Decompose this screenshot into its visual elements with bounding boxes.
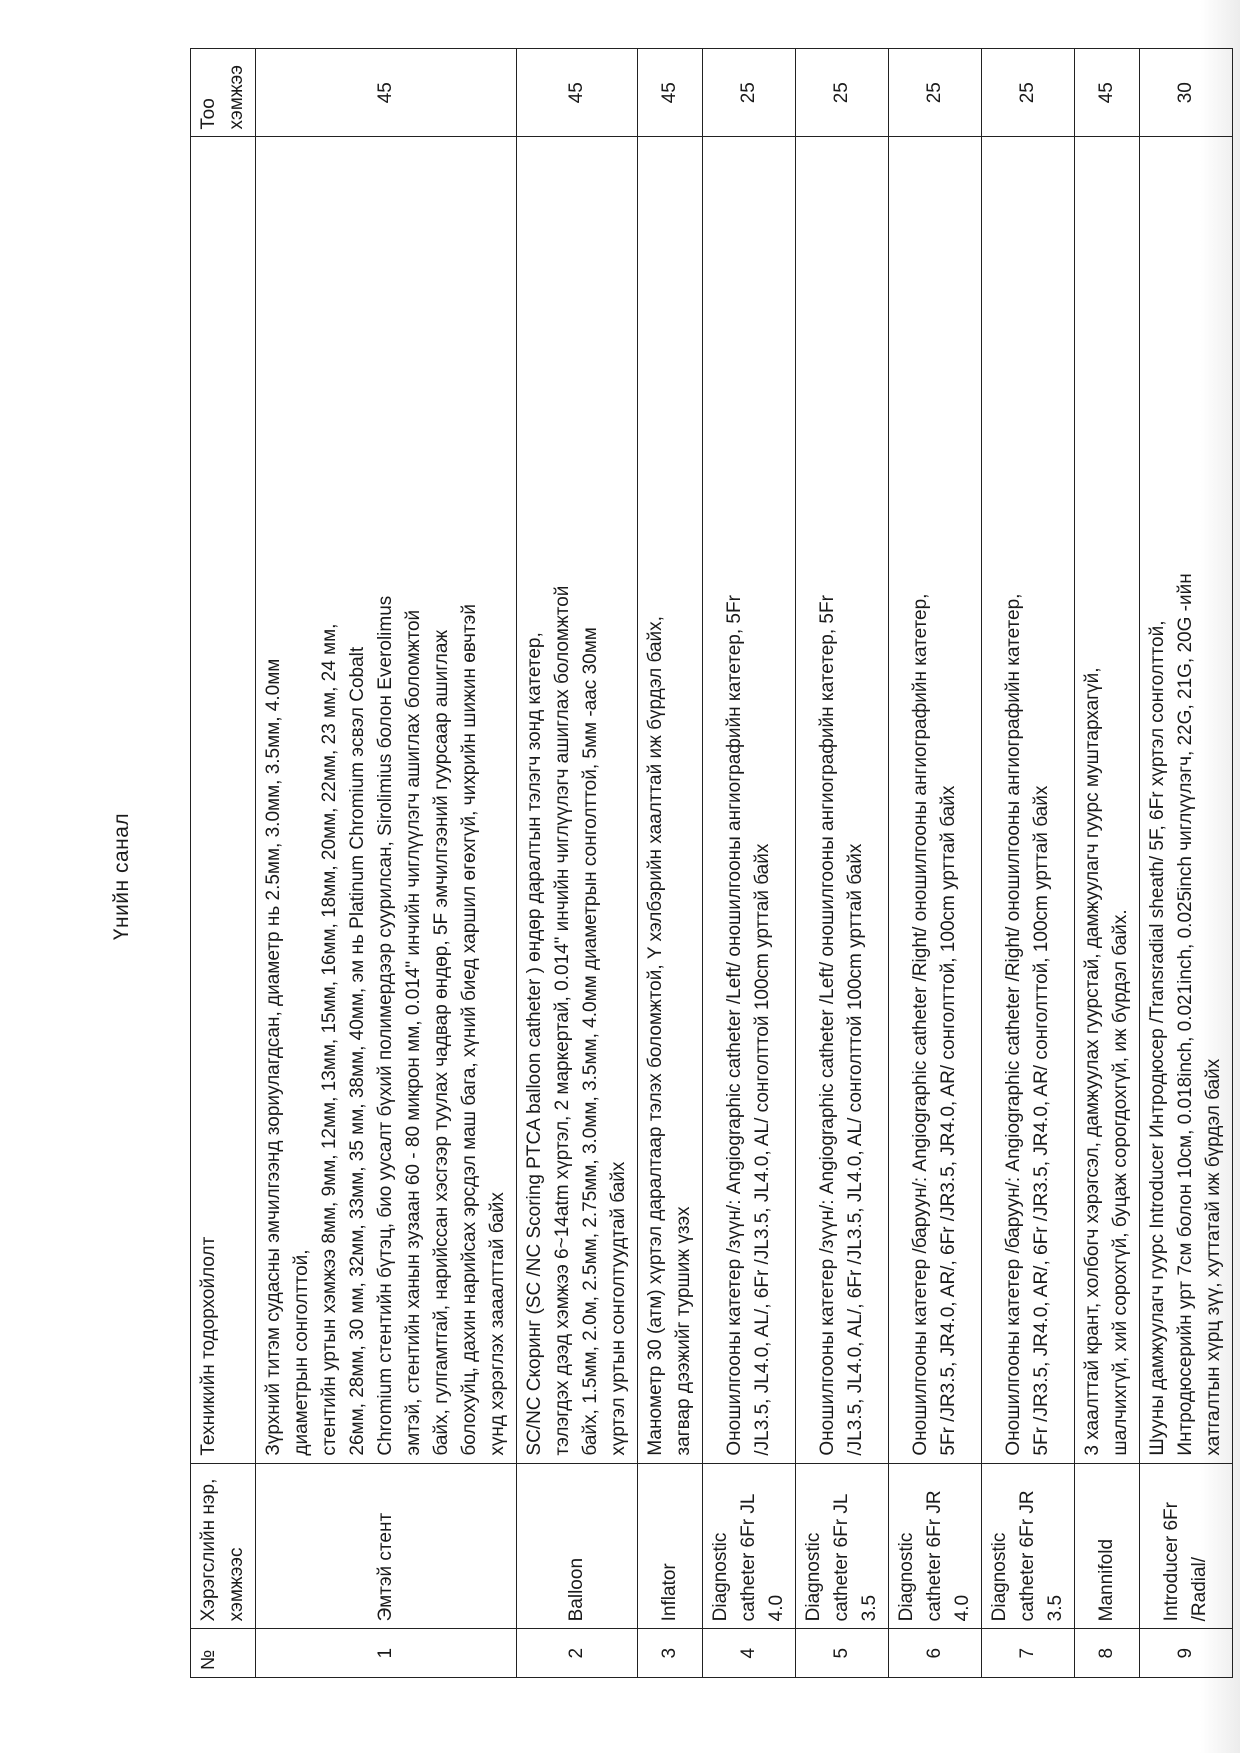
table-row: [889, 49, 982, 1678]
spec-line: 26мм, 28мм, 30 мм, 32мм, 33мм, 35 мм, 38мм, 40мм, эм нь Platinum Chromium эсвэл Cobalt: [347, 646, 368, 1456]
spec-line: 5Fr /JR3.5, JR4.0, AR/, 6Fr /JR3.5, JR4.0, AR/ сонголттой, 100cm урттай байх: [1031, 785, 1052, 1456]
item-spec: [889, 137, 982, 1463]
spec-line: /JL3.5, JL4.0, AL/, 6Fr /JL3.5, JL4.0, AL/ сонголттой 100cm урттай байх: [752, 843, 773, 1456]
item-quantity: 25: [982, 49, 1075, 137]
header-num: №: [191, 1629, 256, 1678]
item-name: Balloon: [517, 1463, 638, 1629]
item-name: Diagnostic catheter 6Fr JR 3.5: [982, 1463, 1075, 1629]
table-row: [703, 49, 796, 1678]
item-name: Эмтэй стент: [256, 1463, 517, 1629]
item-spec: [517, 137, 638, 1463]
item-quantity: 45: [1075, 49, 1140, 137]
spec-line: хатгалтын хүрц зүү, хуттатай иж бүрдэл байх: [1203, 1058, 1224, 1456]
spec-line: Оношилгооны катетер /зүүн/: Angiographic catheter /Left/ оношилгооны ангиографийн катетер, 5Fr: [724, 595, 745, 1456]
spec-line: Интродюсерийн урт 7см болон 10см, 0.018inch, 0.021inch, 0.025inch чиглүүлэгч, 22G, 21G, 20G -ийн: [1175, 573, 1196, 1456]
item-name: Diagnostic catheter 6Fr JL 3.5: [796, 1463, 889, 1629]
item-quantity: 25: [796, 49, 889, 137]
spec-line: стентийн уртын хэмжээ 8мм, 9мм, 12мм, 13мм, 15мм, 16мм, 18мм, 20мм, 22мм, 23 мм, 24 мм,: [319, 623, 340, 1456]
item-spec: [638, 137, 703, 1463]
item-spec: [703, 137, 796, 1463]
item-quantity: 45: [256, 49, 517, 137]
row-number: 7: [982, 1629, 1075, 1678]
item-name: Diagnostic catheter 6Fr JL 4.0: [703, 1463, 796, 1629]
table-header-row: [191, 49, 256, 1678]
spec-line: шалчихгүй, хий сорохгүй, буцаж сорогдохгүй, иж бүрдэл байх.: [1110, 909, 1131, 1456]
row-number: 4: [703, 1629, 796, 1678]
spec-line: /JL3.5, JL4.0, AL/, 6Fr /JL3.5, JL4.0, AL/ сонголттой 100cm урттай байх: [845, 843, 866, 1456]
spec-line: SC/NC Скоринг (SC /NC Scoring PTCA balloon catheter ) өндөр даралтын тэлэгч зонд катетер,: [524, 632, 545, 1456]
spec-line: эмтэй, стентийн ханын зузаан 60 - 80 микрон мм, 0.014" инчийн чиглүүлэгч ашиглах боломжтой: [403, 609, 424, 1456]
page-title: Үнийн санал: [110, 812, 133, 941]
table-row: [796, 49, 889, 1678]
table-body: [256, 49, 1233, 1678]
item-quantity: 45: [638, 49, 703, 137]
item-quantity: 30: [1140, 49, 1233, 137]
item-quantity: 25: [889, 49, 982, 137]
spec-line: Шууны дамжуулагч гуурс Introducer Интродюсер /Transradial sheath/ 5F, 6Fr хүртэл сонголттой,: [1147, 620, 1168, 1456]
item-name: Inflator: [638, 1463, 703, 1629]
spec-line: диаметрын сонголттой,: [291, 1249, 312, 1456]
header-qty: Тоо хэмжээ: [191, 49, 256, 137]
row-number: 6: [889, 1629, 982, 1678]
row-number: 5: [796, 1629, 889, 1678]
spec-line: болохуйц, дахин нарийсах эрсдэл маш бага, хүний биед харшил өгөхгүй, чихрийн шижин өвчтэй: [459, 604, 480, 1456]
row-number: 9: [1140, 1629, 1233, 1678]
item-spec: [1140, 137, 1233, 1463]
item-quantity: 25: [703, 49, 796, 137]
spec-line: Зүрхний титэм судасны эмчилгээнд зориулагдсан, диаметр нь 2.5мм, 3.0мм, 3.5мм, 4.0мм: [263, 658, 284, 1456]
spec-line: хүртэл уртын сонголтуудтай байх: [608, 1161, 629, 1456]
spec-line: загвар дээжийг туршиж үзэх: [673, 1206, 694, 1456]
header-spec: Техникийн тодорхойлолт: [191, 137, 256, 1463]
spec-line: Оношилгооны катетер /баруун/: Angiographic catheter /Right/ оношилгооны ангиографийн катетер,: [910, 593, 931, 1456]
table-row: [638, 49, 703, 1678]
item-spec: [982, 137, 1075, 1463]
item-name: Introducer 6Fr /Radial/: [1140, 1463, 1233, 1629]
table-row: [1140, 49, 1233, 1678]
header-name: Хэрэгслийн нэр, хэмжээс: [191, 1463, 256, 1629]
spec-line: 5Fr /JR3.5, JR4.0, AR/, 6Fr /JR3.5, JR4.0, AR/ сонголттой, 100cm урттай байх: [938, 785, 959, 1456]
spec-line: тэлэгдэх дээд хэмжээ 6~14atm хүртэл, 2 маркертай, 0.014" инчийн чиглүүлэгч ашиглах боломжтой: [552, 585, 573, 1456]
spec-line: Chromium стентийн бүтэц, био уусалт бүхий полимердээр суурилсан, Sirolimius болон Everolimus: [375, 595, 396, 1456]
table-row: [1075, 49, 1140, 1678]
row-number: 8: [1075, 1629, 1140, 1678]
table-row: [256, 49, 517, 1678]
item-quantity: 45: [517, 49, 638, 137]
spec-line: байх, гулгамтгай, нарийссан хэсгээр туулах чадвар өндөр, 5F эмчилгээний гуурсаар ашиглаж: [431, 629, 452, 1456]
spec-line: 3 хаалттай крант, холбогч хэрэгсэл, дамжуулах гуурстай, дамжуулагч гуурс муштархагүй,: [1082, 667, 1103, 1456]
item-name: Mannifold: [1075, 1463, 1140, 1629]
item-name: Diagnostic catheter 6Fr JR 4.0: [889, 1463, 982, 1629]
spec-line: Оношилгооны катетер /баруун/: Angiographic catheter /Right/ оношилгооны ангиографийн катетер,: [1003, 593, 1024, 1456]
row-number: 2: [517, 1629, 638, 1678]
row-number: 3: [638, 1629, 703, 1678]
row-number: 1: [256, 1629, 517, 1678]
table-row: [982, 49, 1075, 1678]
item-spec: [1075, 137, 1140, 1463]
spec-line: байх, 1.5мм, 2.0м, 2.5мм, 2.75мм, 3.0мм, 3.5мм, 4.0мм диаметрын сонголттой, 5мм -аас 30мм: [580, 627, 601, 1456]
price-quote-table: [190, 48, 1233, 1678]
table-row: [517, 49, 638, 1678]
spec-line: Оношилгооны катетер /зүүн/: Angiographic catheter /Left/ оношилгооны ангиографийн катетер, 5Fr: [817, 595, 838, 1456]
spec-line: хүнд хэрэглэх зааалттай байх: [487, 1192, 508, 1456]
item-spec: [796, 137, 889, 1463]
spec-line: Манометр 30 (атм) хүртэл даралтаар тэлэх боломжтой, Y хэлбэрийн хаалттай иж бүрдэл байх,: [645, 616, 666, 1456]
item-spec: [256, 137, 517, 1463]
